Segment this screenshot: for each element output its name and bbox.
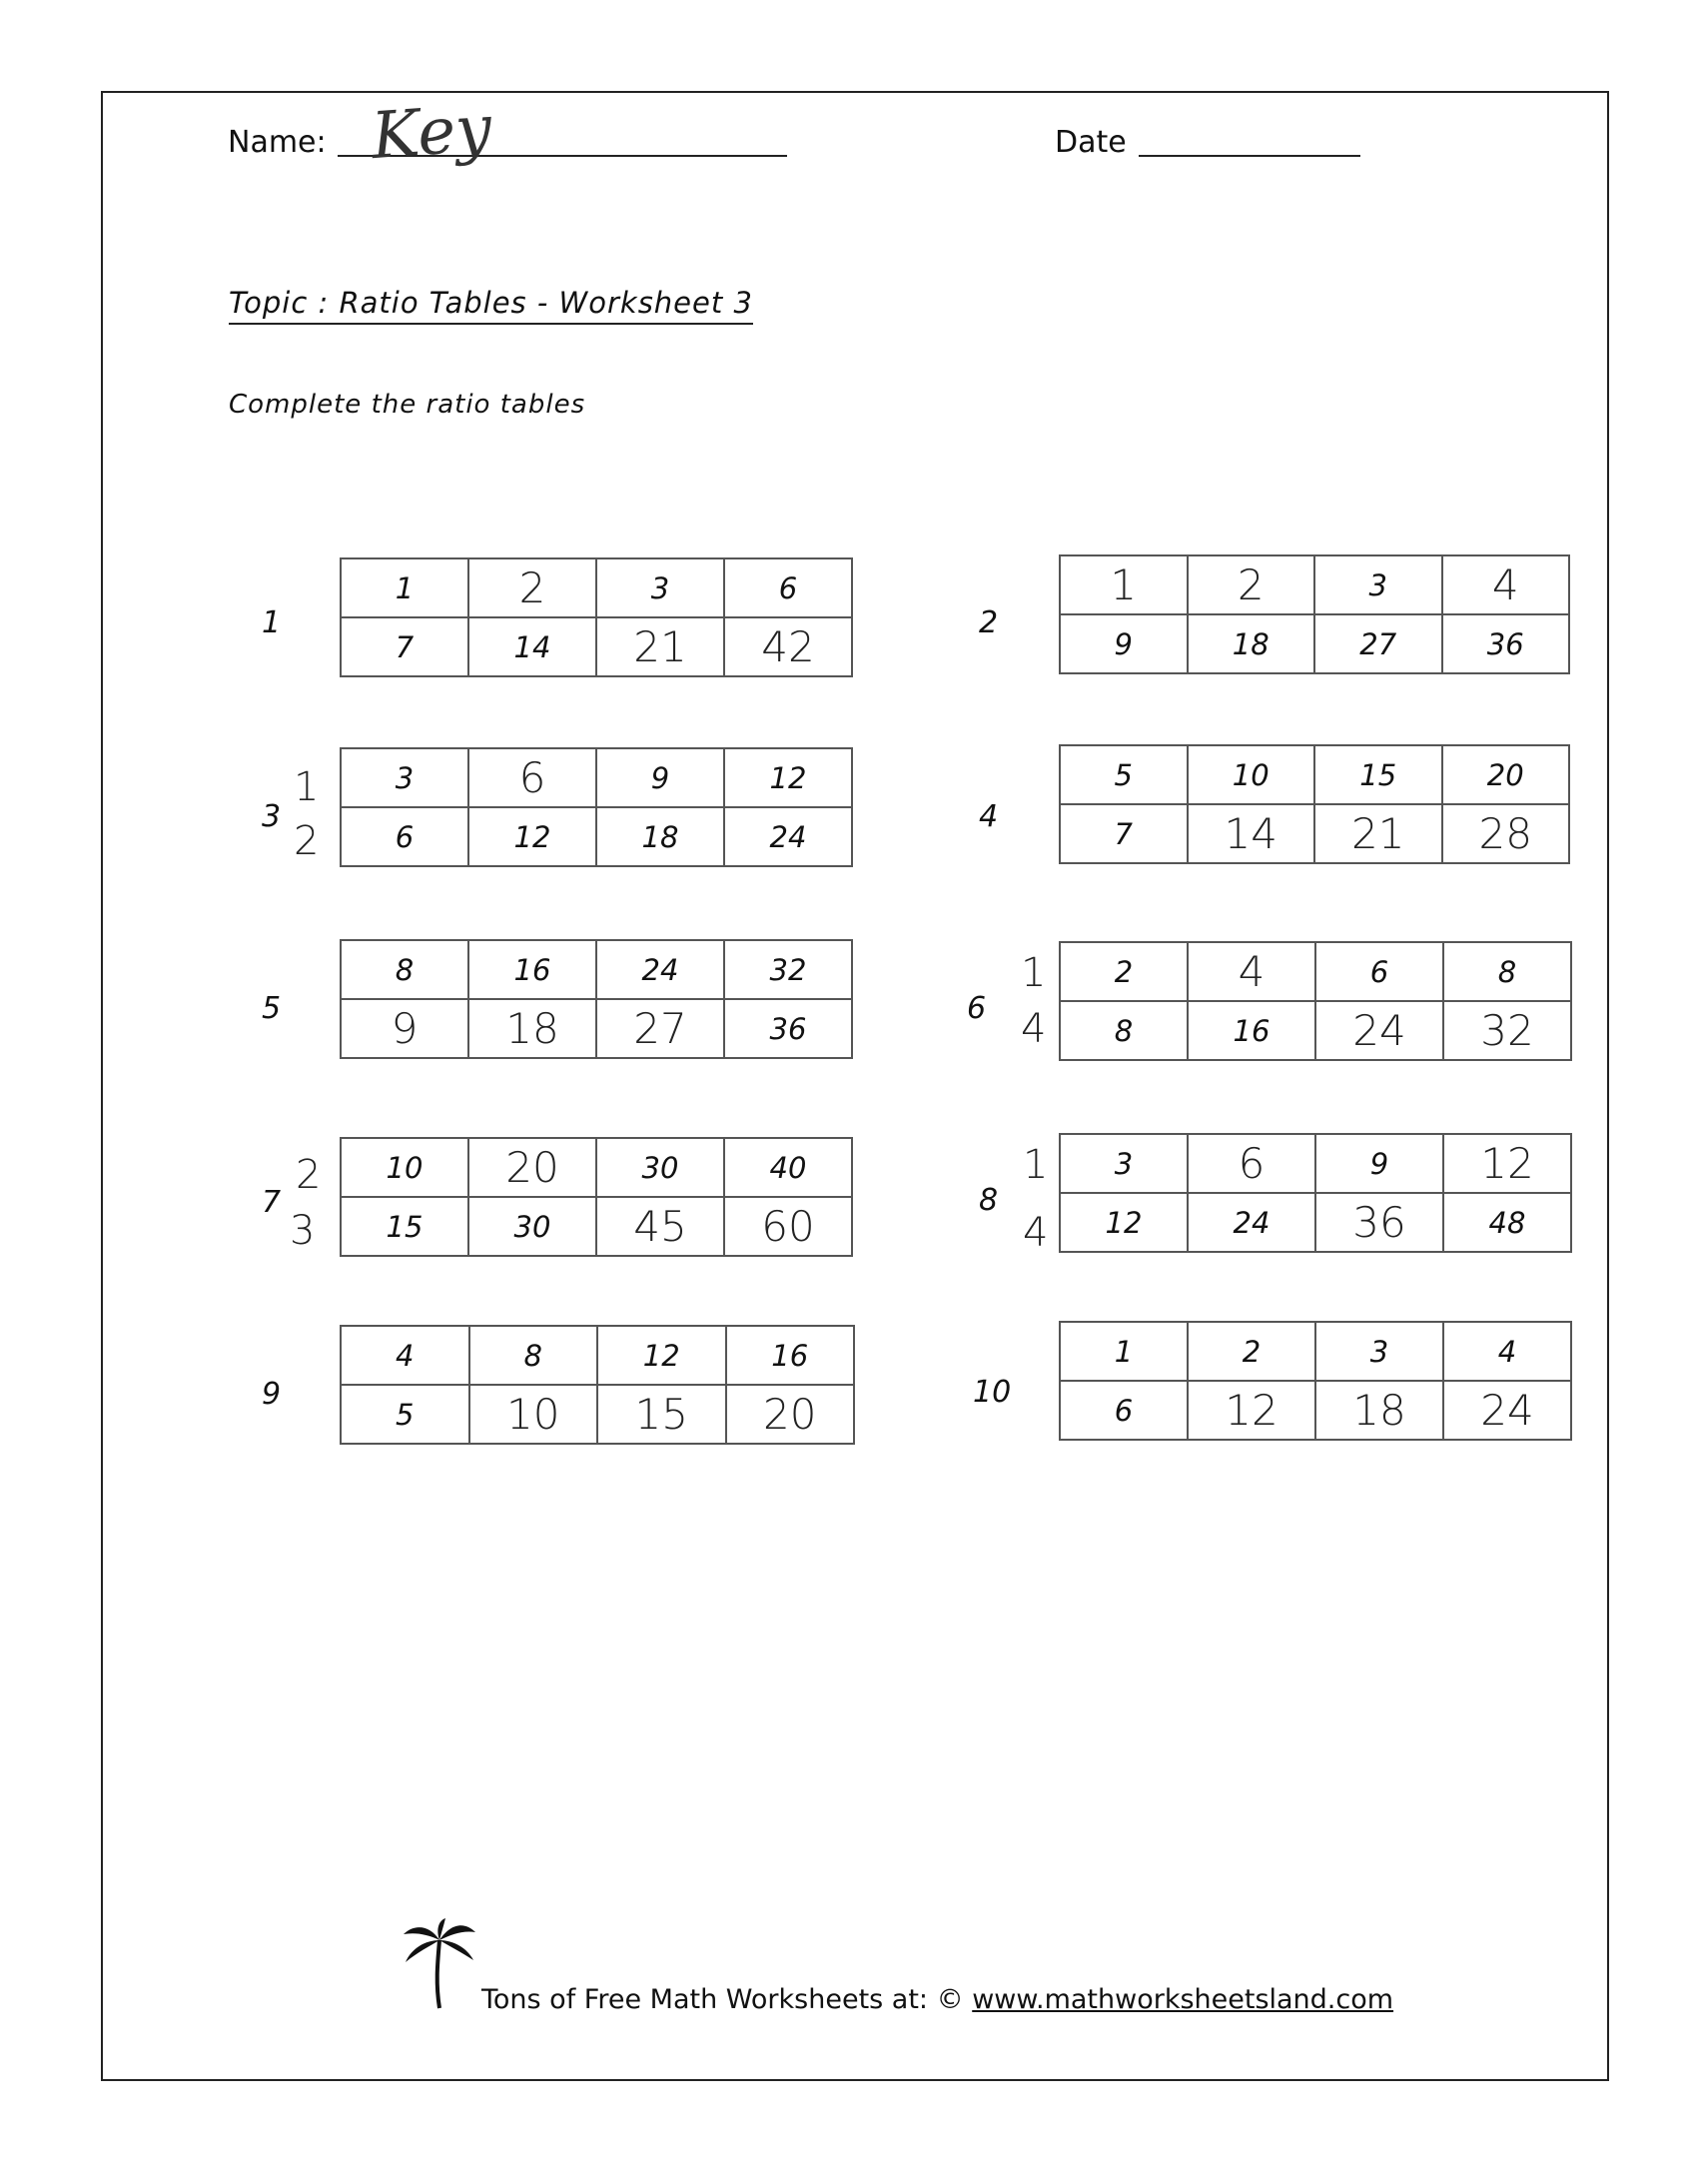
footer bbox=[481, 1984, 1393, 2015]
answer-cell: 42 bbox=[724, 617, 852, 676]
table-cell: 2 bbox=[1060, 942, 1188, 1001]
table-cell: 6 bbox=[724, 558, 852, 617]
answer-cell: 20 bbox=[726, 1385, 855, 1444]
table-cell: 3 bbox=[1315, 1322, 1443, 1381]
table-cell: 7 bbox=[341, 617, 468, 676]
table-cell: 9 bbox=[1060, 614, 1188, 673]
table-cell: 2 bbox=[1188, 1322, 1315, 1381]
table-cell: 48 bbox=[1443, 1193, 1571, 1252]
answer-cell: 32 bbox=[1443, 1001, 1571, 1060]
problem-number: 6 bbox=[967, 991, 987, 1026]
table-cell: 12 bbox=[597, 1326, 726, 1385]
table-cell: 4 bbox=[341, 1326, 469, 1385]
table-cell: 18 bbox=[596, 807, 724, 866]
date-label: Date bbox=[1055, 125, 1127, 160]
table-cell: 3 bbox=[596, 558, 724, 617]
table-cell: 1 bbox=[341, 558, 468, 617]
table-cell: 5 bbox=[1060, 745, 1188, 804]
handwritten-ratio-note: 2 bbox=[294, 818, 320, 864]
ratio-table bbox=[1059, 554, 1570, 674]
table-cell: 8 bbox=[1443, 942, 1571, 1001]
answer-cell: 24 bbox=[1315, 1001, 1443, 1060]
table-cell: 24 bbox=[724, 807, 852, 866]
answer-cell: 9 bbox=[341, 999, 468, 1058]
table-cell: 10 bbox=[341, 1138, 468, 1197]
problem-number: 7 bbox=[262, 1185, 282, 1220]
table-cell: 1 bbox=[1060, 1322, 1188, 1381]
table-cell: 30 bbox=[596, 1138, 724, 1197]
table-cell: 24 bbox=[1188, 1193, 1315, 1252]
answer-cell: 28 bbox=[1442, 804, 1570, 863]
name-label: Name: bbox=[228, 125, 327, 160]
problem-number: 1 bbox=[262, 605, 282, 640]
answer-cell: 21 bbox=[1314, 804, 1442, 863]
table-cell: 3 bbox=[1060, 1134, 1188, 1193]
ratio-table bbox=[1059, 941, 1572, 1061]
table-cell: 3 bbox=[341, 748, 468, 807]
name-value-handwritten: Key bbox=[369, 91, 494, 175]
table-cell: 5 bbox=[341, 1385, 469, 1444]
table-cell: 7 bbox=[1060, 804, 1188, 863]
ratio-table bbox=[340, 747, 853, 867]
table-cell: 10 bbox=[1188, 745, 1315, 804]
palm-tree-logo-icon bbox=[400, 1918, 477, 2010]
problem-number: 8 bbox=[979, 1183, 999, 1218]
ratio-table bbox=[1059, 1321, 1572, 1441]
table-cell: 4 bbox=[1443, 1322, 1571, 1381]
topic-heading: Topic : Ratio Tables - Worksheet 3 bbox=[229, 286, 753, 325]
handwritten-ratio-note: 1 bbox=[1021, 950, 1047, 996]
problem-number: 9 bbox=[262, 1377, 282, 1412]
ratio-table bbox=[340, 557, 853, 677]
table-cell: 30 bbox=[468, 1197, 596, 1256]
table-cell: 9 bbox=[1315, 1134, 1443, 1193]
table-cell: 27 bbox=[1314, 614, 1442, 673]
table-cell: 9 bbox=[596, 748, 724, 807]
table-cell: 14 bbox=[468, 617, 596, 676]
table-cell: 6 bbox=[1315, 942, 1443, 1001]
table-cell: 36 bbox=[724, 999, 852, 1058]
answer-cell: 15 bbox=[597, 1385, 726, 1444]
handwritten-ratio-note: 1 bbox=[1023, 1142, 1049, 1188]
ratio-table bbox=[1059, 744, 1570, 864]
answer-cell: 1 bbox=[1060, 555, 1188, 614]
answer-cell: 2 bbox=[1188, 555, 1315, 614]
table-cell: 8 bbox=[469, 1326, 598, 1385]
answer-cell: 60 bbox=[724, 1197, 852, 1256]
instructions: Complete the ratio tables bbox=[229, 390, 586, 420]
problem-number: 4 bbox=[979, 799, 999, 834]
answer-cell: 20 bbox=[468, 1138, 596, 1197]
footer-text: Tons of Free Math Worksheets at: © bbox=[481, 1984, 964, 2015]
handwritten-ratio-note: 4 bbox=[1021, 1006, 1047, 1052]
handwritten-ratio-note: 3 bbox=[290, 1208, 316, 1254]
table-cell: 6 bbox=[1060, 1381, 1188, 1440]
table-cell: 12 bbox=[468, 807, 596, 866]
footer-link[interactable]: www.mathworksheetsland.com bbox=[972, 1984, 1394, 2015]
ratio-table bbox=[340, 1137, 853, 1257]
answer-cell: 10 bbox=[469, 1385, 598, 1444]
answer-cell: 27 bbox=[596, 999, 724, 1058]
answer-cell: 18 bbox=[468, 999, 596, 1058]
table-cell: 18 bbox=[1188, 614, 1315, 673]
table-cell: 12 bbox=[724, 748, 852, 807]
answer-cell: 14 bbox=[1188, 804, 1315, 863]
answer-cell: 12 bbox=[1188, 1381, 1315, 1440]
ratio-table bbox=[340, 939, 853, 1059]
problem-number: 5 bbox=[262, 991, 282, 1026]
table-cell: 15 bbox=[341, 1197, 468, 1256]
table-cell: 32 bbox=[724, 940, 852, 999]
table-cell: 6 bbox=[341, 807, 468, 866]
table-cell: 8 bbox=[1060, 1001, 1188, 1060]
table-cell: 20 bbox=[1442, 745, 1570, 804]
answer-cell: 21 bbox=[596, 617, 724, 676]
answer-cell: 4 bbox=[1188, 942, 1315, 1001]
ratio-table bbox=[1059, 1133, 1572, 1253]
answer-cell: 45 bbox=[596, 1197, 724, 1256]
problem-number: 10 bbox=[973, 1375, 1012, 1410]
problem-number: 2 bbox=[979, 605, 999, 640]
ratio-table bbox=[340, 1325, 855, 1445]
table-cell: 8 bbox=[341, 940, 468, 999]
table-cell: 3 bbox=[1314, 555, 1442, 614]
handwritten-ratio-note: 1 bbox=[294, 764, 320, 810]
table-cell: 16 bbox=[1188, 1001, 1315, 1060]
handwritten-ratio-note: 4 bbox=[1023, 1210, 1049, 1256]
table-cell: 15 bbox=[1314, 745, 1442, 804]
table-cell: 36 bbox=[1442, 614, 1570, 673]
handwritten-ratio-note: 2 bbox=[296, 1152, 322, 1198]
table-cell: 16 bbox=[726, 1326, 855, 1385]
answer-cell: 24 bbox=[1443, 1381, 1571, 1440]
answer-cell: 36 bbox=[1315, 1193, 1443, 1252]
answer-cell: 6 bbox=[1188, 1134, 1315, 1193]
date-line bbox=[1139, 155, 1360, 157]
answer-cell: 12 bbox=[1443, 1134, 1571, 1193]
table-cell: 40 bbox=[724, 1138, 852, 1197]
table-cell: 24 bbox=[596, 940, 724, 999]
answer-cell: 6 bbox=[468, 748, 596, 807]
answer-cell: 4 bbox=[1442, 555, 1570, 614]
problem-number: 3 bbox=[262, 799, 282, 834]
answer-cell: 18 bbox=[1315, 1381, 1443, 1440]
answer-cell: 2 bbox=[468, 558, 596, 617]
table-cell: 16 bbox=[468, 940, 596, 999]
table-cell: 12 bbox=[1060, 1193, 1188, 1252]
